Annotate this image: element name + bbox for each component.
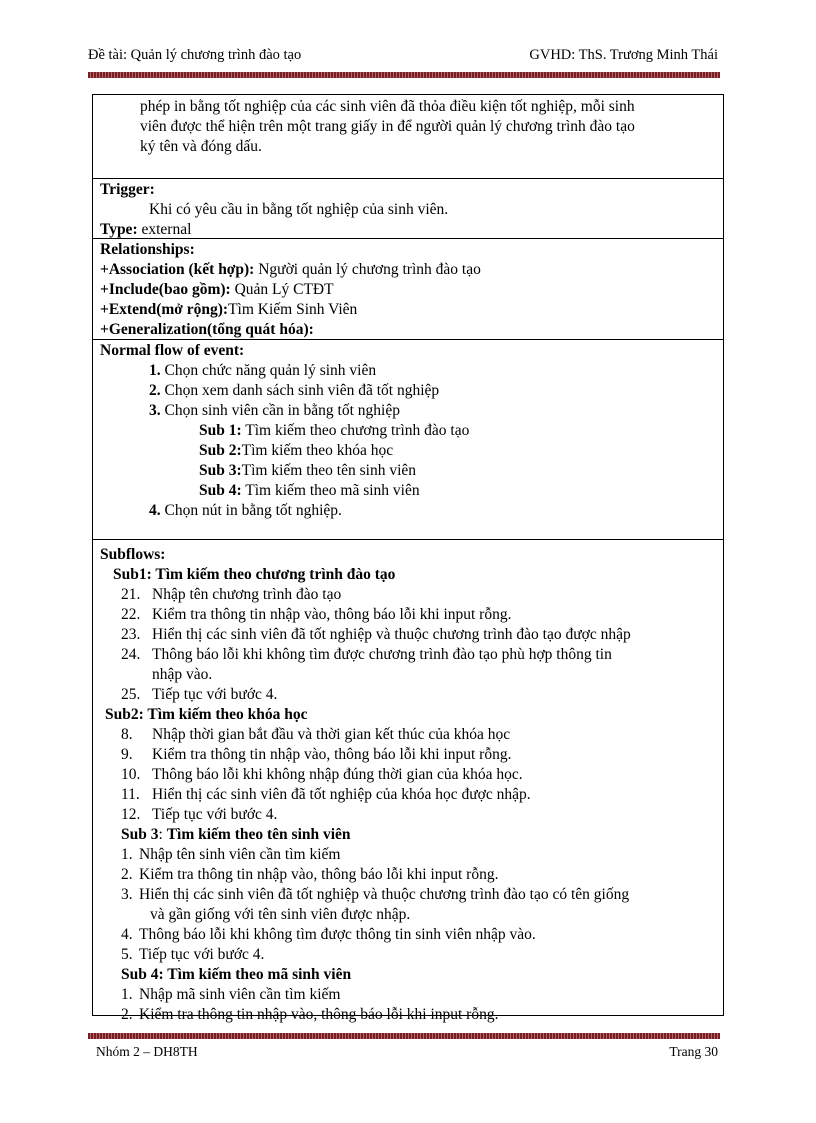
item-number: 1. <box>121 846 133 863</box>
item-number: 21. <box>121 586 141 603</box>
sub-option-text: Tìm kiếm theo tên sinh viên <box>241 462 417 479</box>
page-header <box>88 47 718 69</box>
sub4-title: Sub 4: Tìm kiếm theo mã sinh viên <box>121 966 352 983</box>
item-text: Tiếp tục với bước 4. <box>152 806 278 823</box>
list-item-continuation: và gần giống với tên sinh viên được nhập. <box>150 906 411 923</box>
item-number: 23. <box>121 626 141 643</box>
step-text: Chọn chức năng quản lý sinh viên <box>160 362 377 379</box>
sub4-list <box>100 985 723 1025</box>
item-number: 2. <box>121 866 133 883</box>
sub-option-label: Sub 4: <box>199 482 242 499</box>
footer-group: Nhóm 2 – DH8TH <box>96 1044 198 1059</box>
list-item <box>100 805 723 825</box>
sub-option-text: Tìm kiếm theo chương trình đào tạo <box>241 422 470 439</box>
item-text: Tiếp tục với bước 4. <box>139 946 265 963</box>
trigger-label: Trigger: <box>100 181 155 198</box>
item-text: Hiển thị các sinh viên đã tốt nghiệp của khóa học được nhập. <box>152 786 531 803</box>
list-item <box>100 1005 723 1025</box>
sub3-list <box>100 845 723 965</box>
list-item <box>100 885 723 905</box>
include-label: +Include(bao gồm): <box>100 281 231 298</box>
header-advisor: GVHD: ThS. Trương Minh Thái <box>529 47 718 63</box>
list-item <box>100 585 723 605</box>
sub-option-label: Sub 3: <box>199 462 242 479</box>
subflows-section <box>93 540 723 1025</box>
step-number: 4. <box>149 502 161 519</box>
item-text: Hiển thị các sinh viên đã tốt nghiệp và thuộc chương trình đào tạo được nhập <box>152 626 631 643</box>
item-number: 3. <box>121 886 133 903</box>
step-text: Chọn sinh viên cần in bằng tốt nghiệp <box>160 402 400 419</box>
item-number: 10. <box>121 766 141 783</box>
flow-step <box>100 361 723 381</box>
description-line: phép in bằng tốt nghiệp của các sinh viên đã thỏa điều kiện tốt nghiệp, mỗi sinh <box>140 98 635 115</box>
item-text: Nhập thời gian bắt đầu và thời gian kết thúc của khóa học <box>152 726 511 743</box>
type-label: Type: <box>100 221 138 238</box>
sub3-title-label: Sub 3 <box>121 826 159 843</box>
generalization-label: +Generalization(tổng quát hóa): <box>100 321 314 338</box>
list-item <box>100 845 723 865</box>
sub-option-label: Sub 2: <box>199 442 242 459</box>
sub-option <box>100 441 723 461</box>
type-row <box>100 220 723 240</box>
sub3-title-text: Tìm kiếm theo tên sinh viên <box>166 826 351 843</box>
description-section <box>93 95 723 179</box>
extend-row <box>100 300 723 320</box>
item-text: Tiếp tục với bước 4. <box>152 686 278 703</box>
item-number: 5. <box>121 946 133 963</box>
trigger-section <box>93 179 723 239</box>
item-number: 24. <box>121 646 141 663</box>
item-text: Nhập tên chương trình đào tạo <box>152 586 342 603</box>
list-item <box>100 725 723 745</box>
item-number: 22. <box>121 606 141 623</box>
list-item <box>100 785 723 805</box>
sub-option-text: Tìm kiếm theo mã sinh viên <box>241 482 420 499</box>
step-text: Chọn xem danh sách sinh viên đã tốt nghiệp <box>160 382 440 399</box>
association-label: +Association (kết hợp): <box>100 261 255 278</box>
sub1-title: Sub1: Tìm kiếm theo chương trình đào tạo <box>113 566 396 583</box>
sub1-list <box>100 585 723 705</box>
list-item <box>100 925 723 945</box>
extend-value: Tìm Kiếm Sinh Viên <box>228 301 358 318</box>
step-number: 3. <box>149 402 161 419</box>
sub-option-text: Tìm kiếm theo khóa học <box>241 442 394 459</box>
list-item <box>100 645 723 665</box>
header-project-title: Đề tài: Quản lý chương trình đào tạo <box>88 47 302 63</box>
item-text: Kiểm tra thông tin nhập vào, thông báo lỗi khi input rỗng. <box>139 1006 499 1023</box>
sub3-title <box>100 825 723 845</box>
type-value: external <box>137 221 192 238</box>
item-text: Thông báo lỗi khi không tìm được chương trình đào tạo phù hợp thông tin <box>152 646 612 663</box>
item-text: Nhập mã sinh viên cần tìm kiếm <box>139 986 341 1003</box>
item-text: Hiển thị các sinh viên đã tốt nghiệp và thuộc chương trình đào tạo có tên giống <box>139 886 630 903</box>
item-number: 11. <box>121 786 140 803</box>
item-number: 8. <box>121 726 133 743</box>
list-item-continuation: nhập vào. <box>152 666 213 683</box>
list-item <box>100 605 723 625</box>
footer-divider <box>88 1033 720 1039</box>
step-number: 1. <box>149 362 161 379</box>
item-number: 4. <box>121 926 133 943</box>
sub-option <box>100 481 723 501</box>
list-item <box>100 745 723 765</box>
item-text: Kiểm tra thông tin nhập vào, thông báo lỗi khi input rỗng. <box>139 866 499 883</box>
list-item <box>100 685 723 705</box>
include-value: Quản Lý CTĐT <box>230 281 334 298</box>
normal-flow-section <box>93 340 723 540</box>
association-value: Người quản lý chương trình đào tạo <box>254 261 481 278</box>
item-number: 1. <box>121 986 133 1003</box>
list-item <box>100 985 723 1005</box>
sub-option-label: Sub 1: <box>199 422 242 439</box>
item-number: 12. <box>121 806 141 823</box>
page-footer <box>96 1044 718 1060</box>
page-number: Trang 30 <box>669 1044 718 1059</box>
step-number: 2. <box>149 382 161 399</box>
subflows-label: Subflows: <box>100 546 166 563</box>
list-item <box>100 865 723 885</box>
list-item <box>100 625 723 645</box>
list-item <box>100 765 723 785</box>
relationships-section <box>93 239 723 340</box>
list-item <box>100 945 723 965</box>
include-row <box>100 280 723 300</box>
item-text: Kiểm tra thông tin nhập vào, thông báo lỗi khi input rỗng. <box>152 606 512 623</box>
sub-option <box>100 461 723 481</box>
flow-step <box>100 501 723 521</box>
item-text: Thông báo lỗi khi không tìm được thông tin sinh viên nhập vào. <box>139 926 536 943</box>
use-case-table <box>92 94 724 1023</box>
sub2-list <box>100 725 723 825</box>
association-row <box>100 260 723 280</box>
step-text: Chọn nút in bằng tốt nghiệp. <box>160 502 342 519</box>
description-line: viên được thể hiện trên một trang giấy in để người quản lý chương trình đào tạo <box>140 118 635 135</box>
flow-step <box>100 381 723 401</box>
flow-step <box>100 401 723 421</box>
item-number: 2. <box>121 1006 133 1023</box>
item-text: Thông báo lỗi khi không nhập đúng thời gian của khóa học. <box>152 766 523 783</box>
header-divider <box>88 72 720 78</box>
sub3-title-sep: : <box>158 826 167 843</box>
extend-label: +Extend(mở rộng): <box>100 301 229 318</box>
sub-option <box>100 421 723 441</box>
item-text: Kiểm tra thông tin nhập vào, thông báo lỗi khi input rỗng. <box>152 746 512 763</box>
relationships-label: Relationships: <box>100 241 195 258</box>
item-number: 9. <box>121 746 133 763</box>
item-text: Nhập tên sinh viên cần tìm kiếm <box>139 846 341 863</box>
description-line: ký tên và đóng dấu. <box>140 138 262 155</box>
item-number: 25. <box>121 686 141 703</box>
trigger-text: Khi có yêu cầu in bằng tốt nghiệp của sinh viên. <box>149 201 449 218</box>
normal-flow-label: Normal flow of event: <box>100 342 245 359</box>
sub2-title: Sub2: Tìm kiếm theo khóa học <box>105 706 308 723</box>
